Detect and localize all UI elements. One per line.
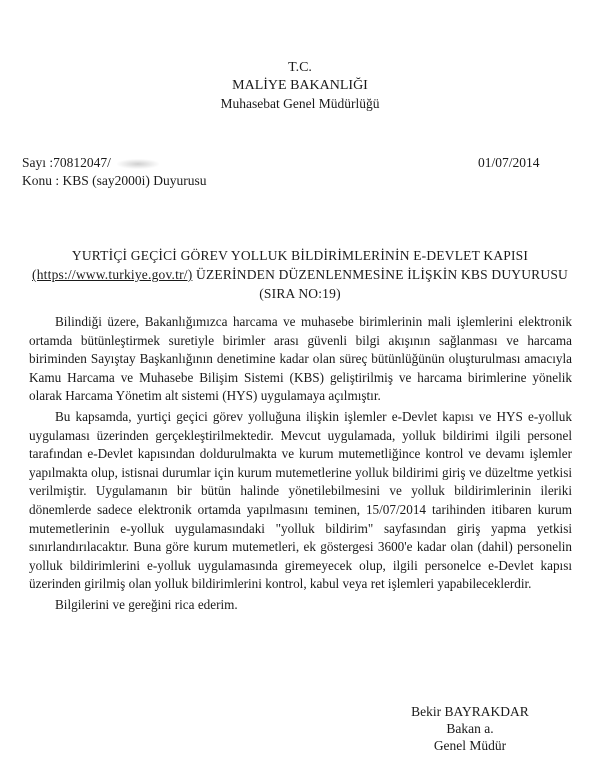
title-part-1: YURTİÇİ GEÇİCİ GÖREV YOLLUK BİLDİRİMLERİNİN E-DEVLET KAPISI (71, 248, 529, 263)
header-ministry: MALİYE BAKANLIĞI (232, 78, 368, 93)
subject-line: Konu : KBS (say2000i) Duyurusu (22, 173, 207, 188)
title-part-2: ÜZERİNDEN DÜZENLENMESİNE İLİŞKİN KBS DUYURUSU (SIRA NO:19) (196, 267, 568, 301)
body-paragraph-1: Bilindiği üzere, Bakanlığımızca harcama ve muhasebe birimlerinin mali işlemlerini elektronik ortamda bütünleştirmek suretiyle birimler arası güvenli bilgi akışının sağlanması ve harcama biriminden Sayıştay Başkanlığının denetimine kadar olan süreç bütünlüğünün oluşturulması amacıyla Kamu Harcama ve Muhasebe Bilişim Sistemi (KBS) geliştirilmiş ve harcama birimlerine yönelik olarak Harcama Yönetim alt sistemi (HYS) uygulamaya açılmıştır. (29, 314, 572, 404)
signatory-name: Bekir BAYRAKDAR (411, 704, 529, 719)
body-paragraph-3: Bilgilerini ve gereğini rica ederim. (55, 596, 238, 612)
title-link[interactable]: (https://www.turkiye.gov.tr/) (32, 267, 193, 282)
reference-number-text: Sayı :70812047/ (22, 155, 111, 170)
document-date: 01/07/2014 (478, 155, 540, 170)
redacted-smudge (117, 159, 159, 169)
announcement-title (30, 246, 570, 303)
reference-number (22, 155, 159, 171)
body-paragraph-2: Bu kapsamda, yurtiçi geçici görev yolluğuna ilişkin işlemler e-Devlet kapısı ve HYS e-yolluk uygulaması üzerinden gerçekleştirilmektedir. Mevcut uygulamada, yolluk bildirimi ilgili personel tarafından e-Devlet kapısından doldurulmakta ve kurum mutemetliğince kontrol ve devamı işlemler yapılmakta olup, istisnai durumlar için kurum mutemetlerine yolluk bildirimi giriş ve düzeltme yetkisi verilmiştir. Uygulamanın bir bütün halinde yönetilebilmesini ve yolluk bildirimlerinin ileriki dönemlerde sadece elektronik ortamda yapılmasını teminen, 15/07/2014 tarihinden itibaren kurum mutemetlerinin e-yolluk uygulamasındaki "yolluk bildirim" sayfasından giriş yapma yetkisi sınırlandırılacaktır. Buna göre kurum mutemetleri, ek göstergesi 3600'e kadar olan (dahil) personelin yolluk bildirimlerini e-yolluk uygulamasında giremeyecek olup, ilgili personelce e-Devlet kapısı üzerinden girilmiş olan yolluk bildirimlerini kontrol, kabul veya ret işlemleri yapabileceklerdir. (29, 408, 572, 592)
header-directorate: Muhasebat Genel Müdürlüğü (220, 96, 380, 111)
header-tc: T.C. (288, 60, 312, 75)
signatory-role-1: Bakan a. (446, 721, 494, 736)
signatory-role-2: Genel Müdür (433, 738, 507, 753)
letter-body (29, 313, 572, 617)
